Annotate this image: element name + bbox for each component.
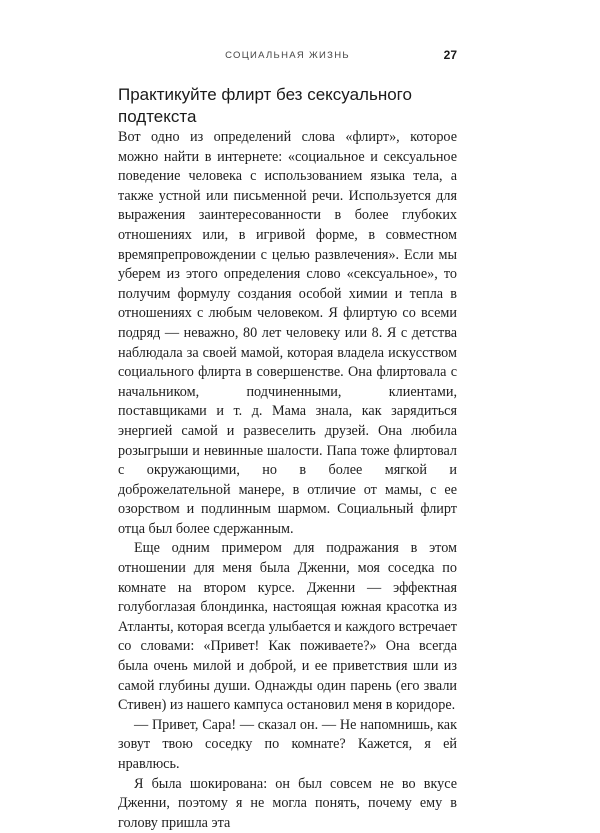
paragraph-4: Я была шокирована: он был совсем не во вкусе Дженни, поэтому я не могла понять, почему ему в голову пришла эта bbox=[118, 775, 457, 831]
page-number: 27 bbox=[443, 48, 457, 62]
body-text bbox=[118, 128, 457, 833]
paragraph-2: Еще одним примером для подражания в этом отношении для меня была Дженни, моя соседка по комнате на втором курсе. Дженни — эффектная голубоглазая блондинка, настоящая южная красотка из Атланты, которая всегда улыбается и каждого встречает со словами: «Привет! Как поживаете?» Она всегда была очень милой и доброй, и ее приветствия шли из самой глубины души. Однажды один парень (его звали Стивен) из нашего кампуса остановил меня в коридоре. bbox=[118, 540, 457, 714]
section-heading: Практикуйте флирт без сексуального подтекста bbox=[118, 85, 412, 126]
section-title: СОЦИАЛЬНАЯ ЖИЗНЬ bbox=[225, 50, 350, 61]
paragraph-3-dialogue: — Привет, Сара! — сказал он. — Не напомнишь, как зовут твою соседку по комнате? Кажется, я ей нравлюсь. bbox=[118, 716, 457, 772]
paragraph-1: Вот одно из определений слова «флирт», которое можно найти в интернете: «социальное и сексуальное поведение человека с использованием языка тела, а также устной или письменной речи. Используется для выражения заинтересованности в более глубоких отношениях или, в игривой форме, в совместном времяпрепровождении с целью развлечения». Если мы уберем из этого определения слово «сексуальное», то получим формулу создания особой химии и тепла в отношениях с любым человеком. Я флиртую со всеми подряд — неважно, 80 лет человеку или 8. Я с детства наблюдала за своей мамой, которая владела искусством социального флирта в совершенстве. Она флиртовала с начальником, подчиненными, клиентами, поставщиками и т. д. Мама знала, как зарядиться энергией самой и развеселить друзей. Она любила розыгрыши и невинные шалости. Папа тоже флиртовал с окружающими, но в более мягкой и доброжелательной манере, в отличие от мамы, с ее озорством и подлинным шармом. Социальный флирт отца был более сдержанным. bbox=[118, 129, 457, 537]
running-header bbox=[118, 49, 457, 65]
